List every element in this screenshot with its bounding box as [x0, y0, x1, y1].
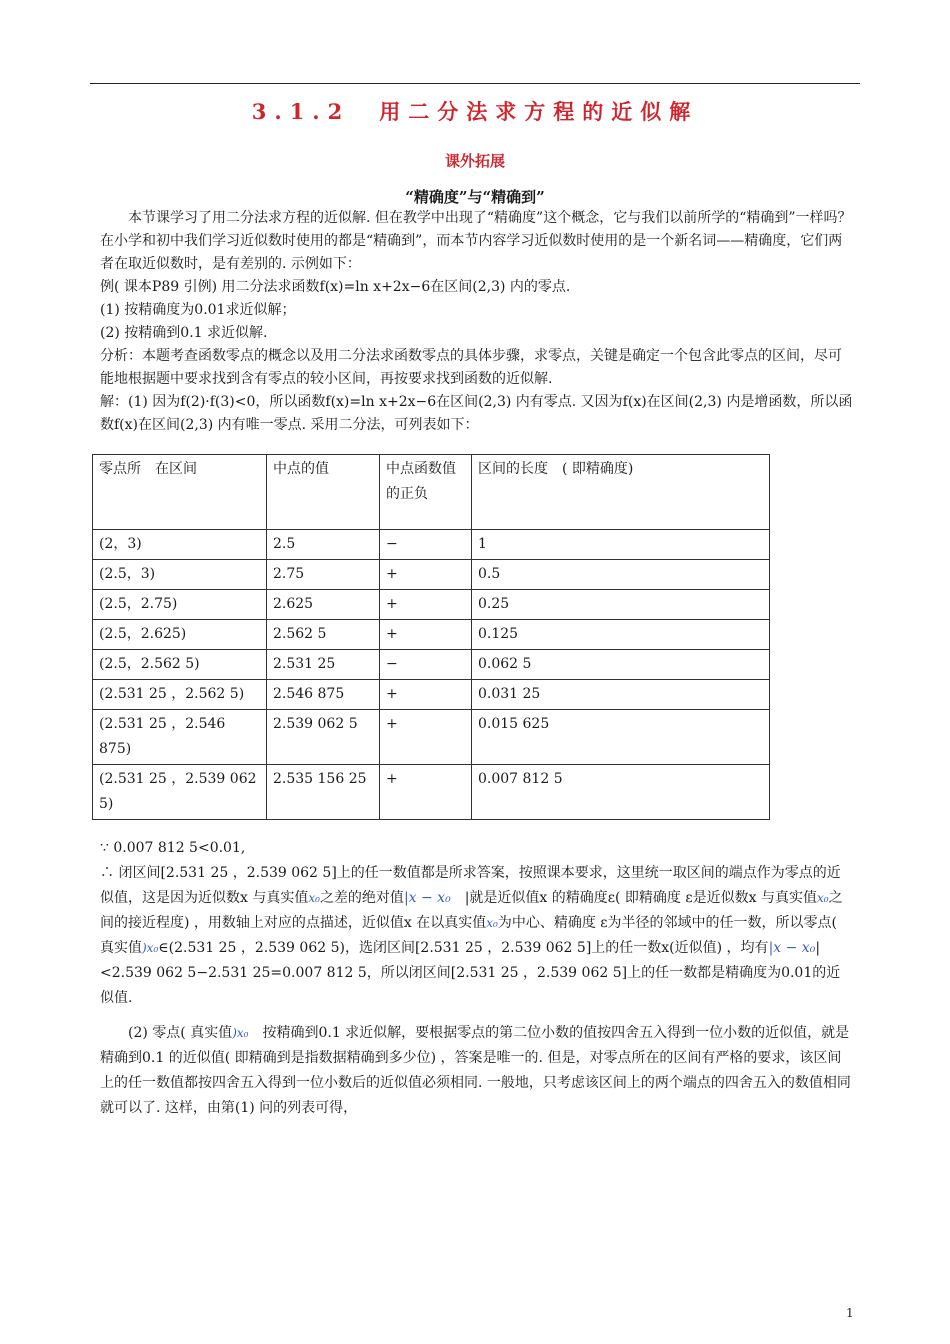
analysis-paragraph: 分析：本题考查函数零点的概念以及用二分法求函数零点的具体步骤，求零点，关键是确定一个包含此零点的区间，尽可能地根据题中要求找到含有零点的较小区间，再按要求找到函数的近似解.: [100, 348, 842, 387]
cell-length: 0.25: [472, 590, 770, 620]
cell-length: 0.031 25: [472, 680, 770, 710]
text-run: 为中心、精确度 ε为半径的邻域中的任一数，所以零点( 真实值: [100, 915, 838, 956]
abs-open-symbol: |x − x₀: [768, 940, 816, 956]
cell-interval: (2.531 25 ，2.562 5): [93, 680, 267, 710]
example-statement: 例( 课本P89 引例) 用二分法求函数f(x)=ln x+2x−6在区间(2,3) 内的零点.: [100, 279, 571, 295]
intro-paragraph: 本节课学习了用二分法求方程的近似解. 但在教学中出现了“精确度”这个概念，它与我们以前所学的“精确到”一样吗？在小学和初中我们学习近似数时使用的都是“精确到”，而本节内容学习近似数时使用的是一个新名词——精确度，它们两者在取近似数时，是有差别的. 示例如下：: [100, 210, 852, 272]
cell-interval: (2，3): [93, 530, 267, 560]
header-rule: [90, 83, 860, 84]
cell-length: 0.062 5: [472, 650, 770, 680]
item-1: (1) 按精确度为0.01求近似解；: [100, 302, 296, 318]
text-run: 之差的绝对值: [319, 890, 404, 906]
table-row: [93, 530, 770, 560]
cell-interval: (2.5，2.625): [93, 620, 267, 650]
item-2: (2) 按精确到0.1 求近似解.: [100, 325, 268, 341]
header-length: 区间的长度 ( 即精确度): [472, 455, 770, 530]
cell-midpoint: 2.625: [267, 590, 380, 620]
cell-length: 0.007 812 5: [472, 765, 770, 820]
explanation-block: [100, 836, 854, 1121]
cell-midpoint: 2.535 156 25: [267, 765, 380, 820]
table-row: [93, 590, 770, 620]
bisection-table: [92, 454, 770, 820]
section-title: “精确度”与“精确到”: [405, 188, 545, 206]
page-title: 3.1.2 用二分法求方程的近似解: [251, 99, 699, 124]
abs-close-symbol: |: [464, 890, 470, 906]
text-run: ∈(2.531 25 ，2.539 062 5)，选闭区间[2.531 25 ，2.539 062 5]上的任一数x(近似值) ，均有: [158, 940, 769, 956]
cell-sign: +: [380, 710, 472, 765]
cell-sign: +: [380, 680, 472, 710]
header-midpoint: 中点的值: [267, 455, 380, 530]
subtitle: 课外拓展: [444, 152, 505, 170]
cell-midpoint: 2.75: [267, 560, 380, 590]
abs-open-symbol: |x − x₀: [403, 890, 451, 906]
text-run: 就是近似值x 的精确度ε( 即精确度 ε是近似数x 与真实值: [469, 890, 817, 906]
text-run: ∴ 闭区间[2.531 25 ，2.539 062 5]上的任一数值都是所求答案，按照课本要求，这里统一取区间的端点作为零点的近似值，这是因为近似数x 与真实值: [100, 865, 841, 906]
page-number: 1: [846, 1306, 854, 1320]
solution-paragraph: 解：(1) 因为f(2)·f(3)<0，所以函数f(x)=ln x+2x−6在区间(2,3) 内有零点. 又因为f(x)在区间(2,3) 内是增函数，所以函数f(x)在区间(2,3) 内有唯一零点. 采用二分法，可列表如下：: [100, 394, 853, 433]
x0-symbol: x₀: [486, 916, 498, 930]
cell-interval: (2.5，3): [93, 560, 267, 590]
abs-close-symbol: |: [815, 940, 821, 956]
table-header-row: [93, 455, 770, 530]
table-row: [93, 620, 770, 650]
cell-midpoint: 2.5: [267, 530, 380, 560]
therefore-paragraph: [100, 861, 854, 1011]
header-interval: 零点所 在区间: [93, 455, 267, 530]
x0-symbol: x₀: [816, 891, 829, 905]
cell-midpoint: 2.546 875: [267, 680, 380, 710]
cell-length: 0.5: [472, 560, 770, 590]
text-run: <2.539 062 5−2.531 25=0.007 812 5，所以闭区间[2.531 25 ，2.539 062 5]上的任一数都是精确度为0.01的近似值.: [100, 965, 841, 1006]
table-row: [93, 680, 770, 710]
x0-symbol: x₀: [308, 891, 320, 905]
table-row: [93, 710, 770, 765]
cell-interval: (2.5，2.75): [93, 590, 267, 620]
cell-sign: +: [380, 620, 472, 650]
cell-midpoint: 2.531 25: [267, 650, 380, 680]
since-line: ∵ 0.007 812 5<0.01,: [100, 840, 246, 856]
text-run: 按精确到0.1 求近似解，要根据零点的第二位小数的值按四舍五入得到一位小数的近似值，就是精确到0.1 的近似值( 即精确到是指数据精确到多少位) ，答案是唯一的. 但是，对零点所在的区间有严格的要求，该区间上的任一数值都按四舍五入得到一位小数后的近似值必须相同. 一般地，只考虑该区间上的两个端点的四舍五入的数值相同就可以了. 这样，由第(1) 问的列表可得，: [100, 1025, 851, 1116]
cell-midpoint: 2.539 062 5: [267, 710, 380, 765]
header-sign: 中点函数值的正负: [380, 455, 472, 530]
part-2-paragraph: [100, 1021, 854, 1121]
cell-sign: +: [380, 765, 472, 820]
table-row: [93, 765, 770, 820]
table-row: [93, 650, 770, 680]
table-row: [93, 560, 770, 590]
cell-sign: −: [380, 530, 472, 560]
text-run: (2) 零点( 真实值: [128, 1025, 233, 1041]
cell-interval: (2.531 25 ，2.539 062 5): [93, 765, 267, 820]
intro-block: [100, 207, 854, 437]
cell-length: 1: [472, 530, 770, 560]
cell-midpoint: 2.562 5: [267, 620, 380, 650]
cell-length: 0.125: [472, 620, 770, 650]
paren-x0-symbol: )x₀: [142, 941, 159, 955]
cell-sign: −: [380, 650, 472, 680]
text-run: 之间的接近程度) ，用数轴上对应的点描述，近似值x 在以真实值: [100, 890, 843, 931]
cell-sign: +: [380, 560, 472, 590]
cell-sign: +: [380, 590, 472, 620]
cell-length: 0.015 625: [472, 710, 770, 765]
cell-interval: (2.5，2.562 5): [93, 650, 267, 680]
paren-x0-symbol: )x₀: [232, 1026, 249, 1040]
cell-interval: (2.531 25 ，2.546 875): [93, 710, 267, 765]
